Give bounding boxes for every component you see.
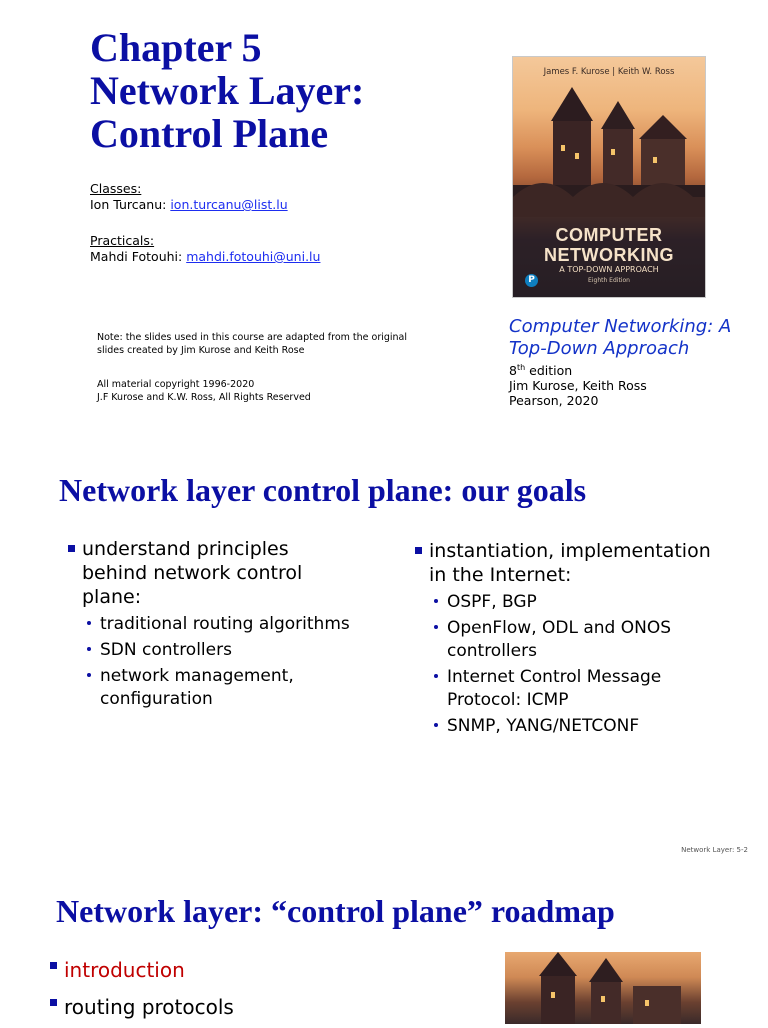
copyright-line: All material copyright 1996-2020 (97, 379, 255, 390)
principles-bullet (66, 537, 386, 609)
goals-right-column (413, 539, 758, 741)
chapter-title (90, 26, 364, 155)
chapter-title-line: Network Layer: (90, 68, 365, 113)
list-item-line: Internet Control Message (447, 667, 662, 687)
classes-contact (90, 197, 288, 213)
goals-slide-title: Network layer control plane: our goals (59, 472, 587, 508)
instantiation-bullet (413, 539, 758, 587)
edition-word: edition (525, 363, 573, 379)
note-line: Note: the slides used in this course are adapted from the original (97, 332, 408, 343)
reference-title-line: Computer Networking: A (509, 316, 732, 337)
practicals-email-link[interactable]: mahdi.fotouhi@uni.lu (186, 249, 321, 264)
reference-edition (509, 360, 759, 378)
reference-publisher: Pearson, 2020 (509, 393, 599, 409)
list-item: traditional routing algorithms (86, 613, 386, 636)
note-line: slides created by Jim Kurose and Keith Rose (97, 345, 305, 356)
roadmap-list (48, 954, 468, 1028)
list-item (433, 617, 758, 663)
book-cover-image (512, 56, 706, 298)
publisher-logo-icon: P (525, 274, 538, 287)
list-item (433, 666, 758, 712)
edition-number: 8 (509, 363, 517, 379)
goals-left-column (66, 537, 386, 714)
list-item-line: network management, (100, 666, 294, 686)
list-item: OSPF, BGP (433, 591, 758, 614)
bullet-line: instantiation, implementation (429, 540, 711, 562)
practicals-block (90, 233, 320, 265)
practicals-contact (90, 249, 320, 265)
list-item-line: OpenFlow, ODL and ONOS (447, 618, 672, 638)
book-edition: Eighth Edition (588, 277, 630, 284)
bullet-line: plane: (82, 586, 142, 608)
list-item: SDN controllers (86, 639, 386, 662)
list-item-line: controllers (447, 641, 537, 661)
page-number: Network Layer: 5-2 (681, 846, 748, 854)
reference-title (509, 316, 759, 360)
roadmap-thumbnail-image (505, 952, 701, 1024)
practicals-name: Mahdi Fotouhi: (90, 249, 187, 264)
list-item: SNMP, YANG/NETCONF (433, 715, 758, 738)
instantiation-sub-list (433, 591, 758, 738)
chapter-title-line: Chapter 5 (90, 25, 262, 70)
roadmap-item-introduction: introduction (48, 954, 468, 987)
classes-name: Ion Turcanu: (90, 197, 171, 212)
list-item-line: Protocol: ICMP (447, 690, 569, 710)
reference-authors: Jim Kurose, Keith Ross (509, 378, 647, 394)
bullet-line: behind network control (82, 562, 303, 584)
copyright-line: J.F Kurose and K.W. Ross, All Rights Reserved (97, 392, 311, 403)
list-item (86, 665, 386, 711)
book-reference (509, 316, 759, 408)
list-item-line: configuration (100, 689, 213, 709)
classes-heading: Classes: (90, 181, 142, 196)
thumbnail-illustration (505, 952, 701, 1024)
roadmap-item-routing-protocols: routing protocols (48, 991, 468, 1024)
book-subtitle: A TOP-DOWN APPROACH (559, 265, 659, 274)
bullet-line: in the Internet: (429, 564, 572, 586)
copyright-note (97, 378, 311, 404)
bullet-line: understand principles (82, 538, 289, 560)
principles-sub-list (86, 613, 386, 711)
roadmap-slide-title: Network layer: “control plane” roadmap (56, 893, 615, 929)
book-authors: James F. Kurose | Keith W. Ross (543, 67, 675, 77)
edition-suffix: th (516, 363, 526, 372)
classes-email-link[interactable]: ion.turcanu@list.lu (170, 197, 288, 212)
book-title-line: NETWORKING (544, 245, 674, 265)
classes-block (90, 181, 288, 213)
chapter-title-line: Control Plane (90, 111, 329, 156)
reference-title-line: Top-Down Approach (509, 338, 690, 359)
book-title (513, 225, 705, 265)
practicals-heading: Practicals: (90, 233, 155, 248)
book-title-line: COMPUTER (555, 225, 663, 245)
adaptation-note (97, 331, 407, 357)
